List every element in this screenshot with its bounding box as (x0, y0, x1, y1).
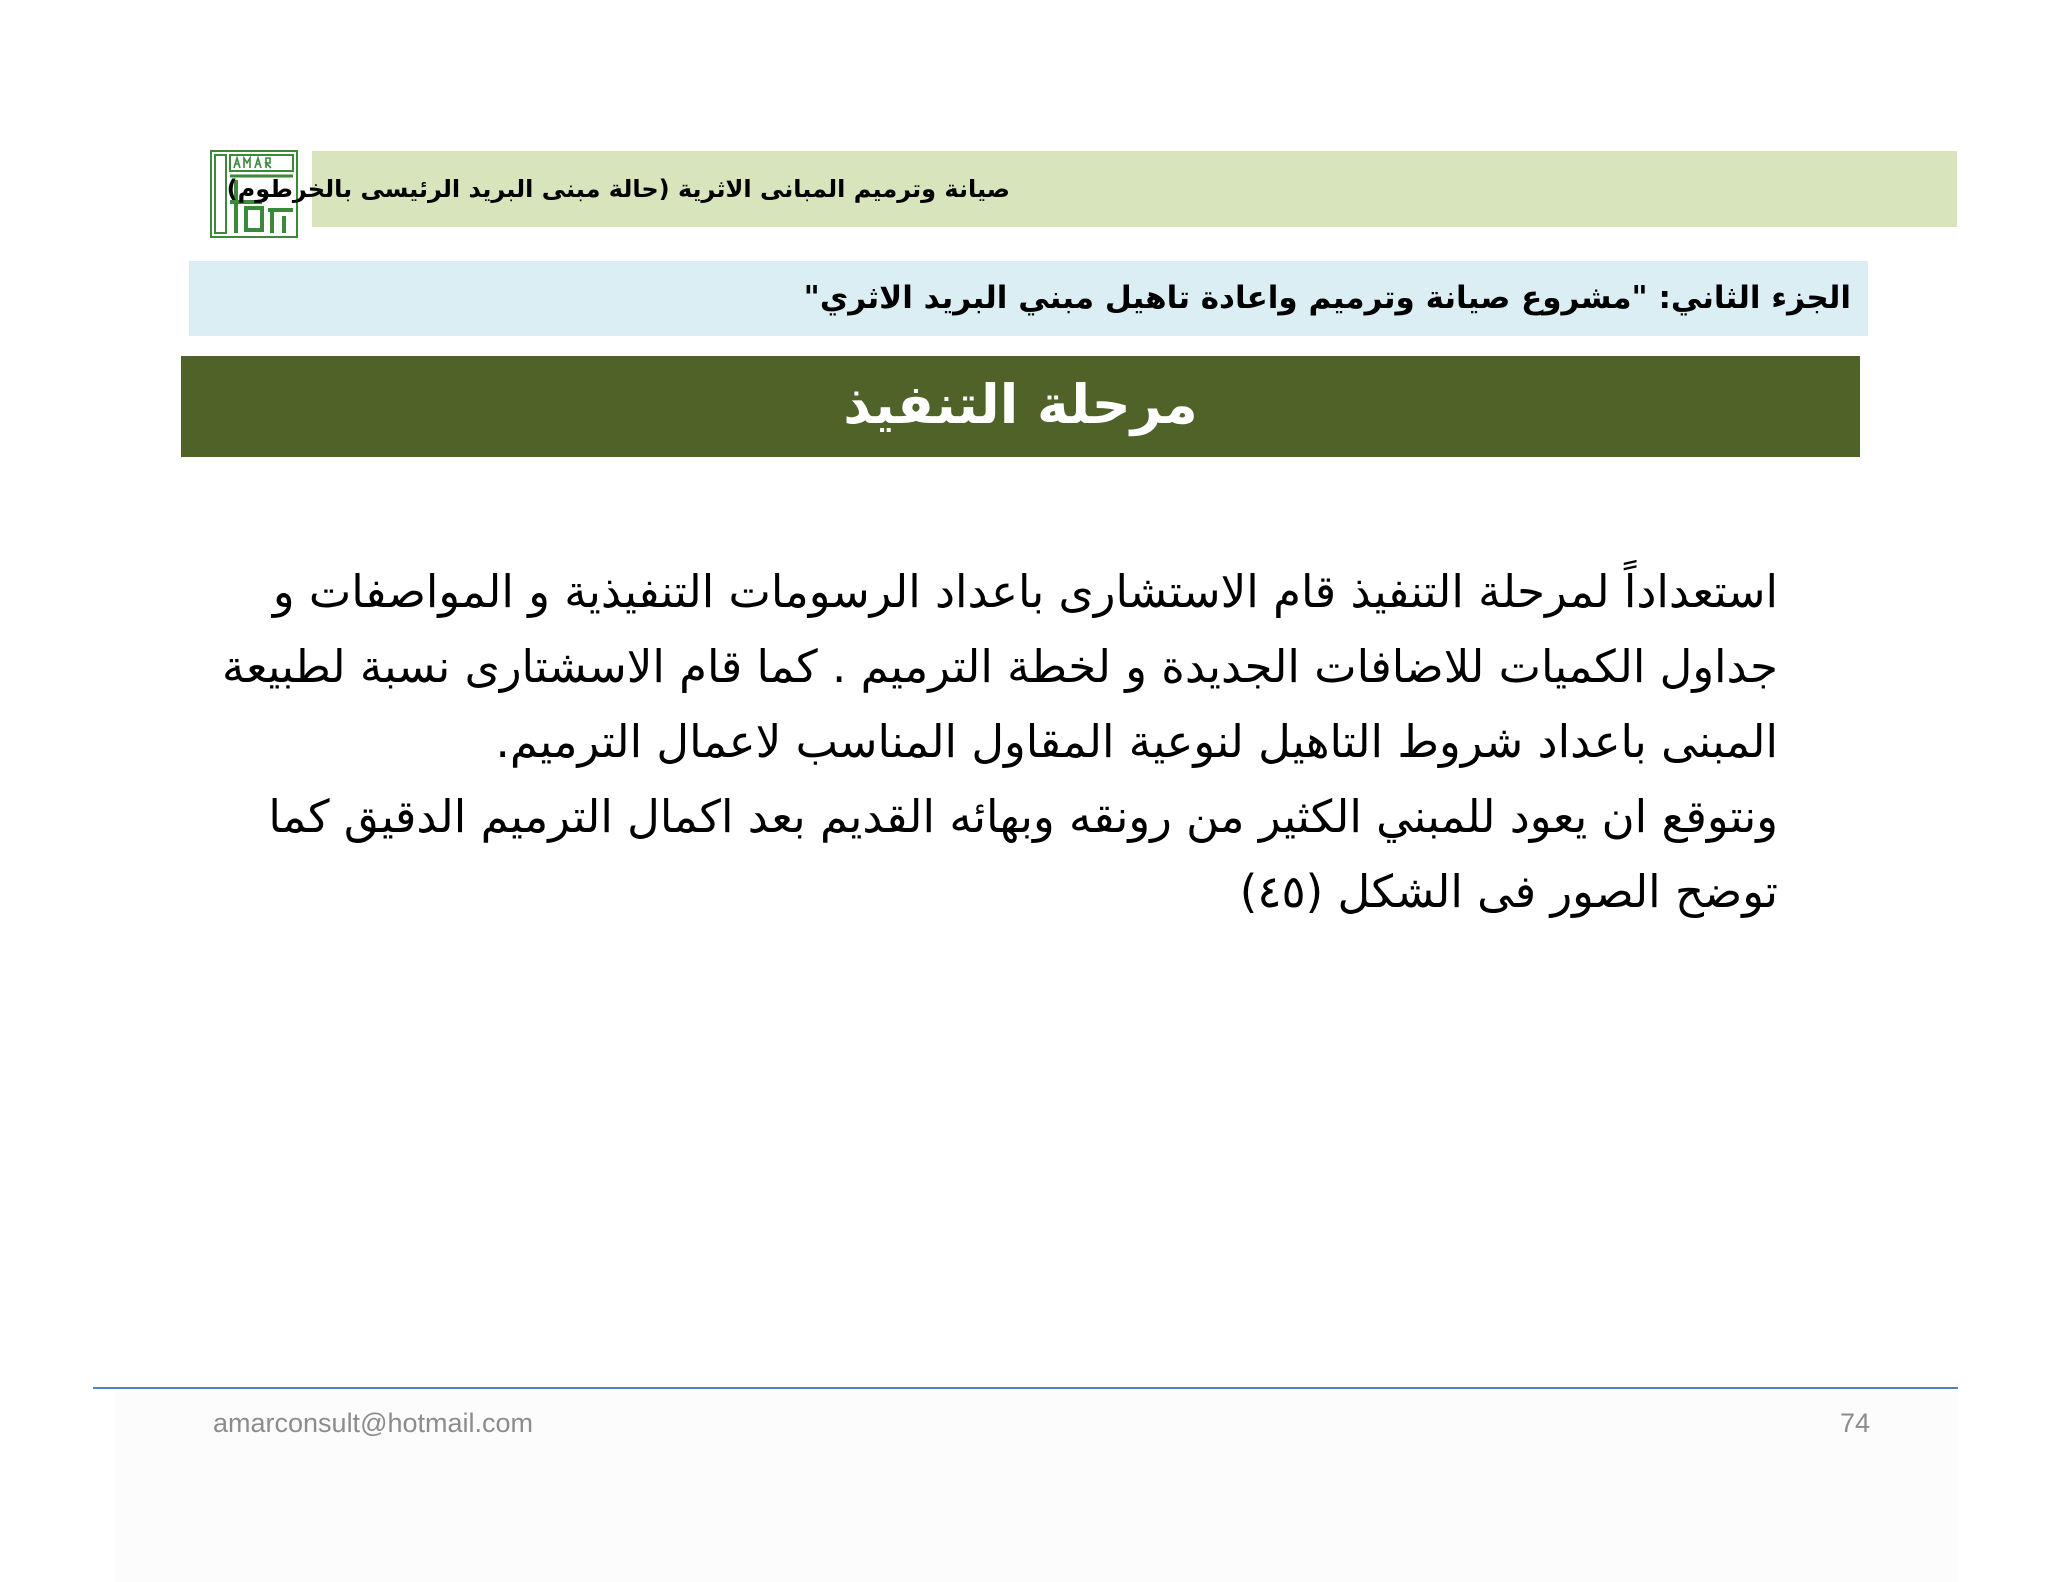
footer-email: amarconsult@hotmail.com (213, 1408, 534, 1438)
body-paragraph: ونتوقع ان يعود للمبني الكثير من رونقه وبهائه القديم بعد اكمال الترميم الدقيق كما توضح الصور فى الشكل (٤٥) (268, 790, 1778, 918)
body-text (200, 554, 1778, 929)
part-heading: الجزء الثاني: "مشروع صيانة وترميم واعادة تاهيل مبني البريد الاثري" (803, 280, 1851, 316)
document-title: صيانة وترميم المبانى الاثرية (حالة مبنى البريد الرئيسى بالخرطوم) (226, 175, 1010, 203)
footer-divider (93, 1387, 1958, 1389)
body-paragraph: استعداداً لمرحلة التنفيذ قام الاستشارى باعداد الرسومات التنفيذية و المواصفات و جداول الكميات للاضافات الجديدة و لخطة الترميم . كما قام الاسشتارى نسبة لطبيعة المبنى باعداد شروط التاهيل لنوعية المقاول المناسب لاعمال الترميم. (222, 565, 1778, 768)
phase-heading: مرحلة التنفيذ (843, 373, 1198, 436)
page-number: 74 (1839, 1408, 1870, 1438)
